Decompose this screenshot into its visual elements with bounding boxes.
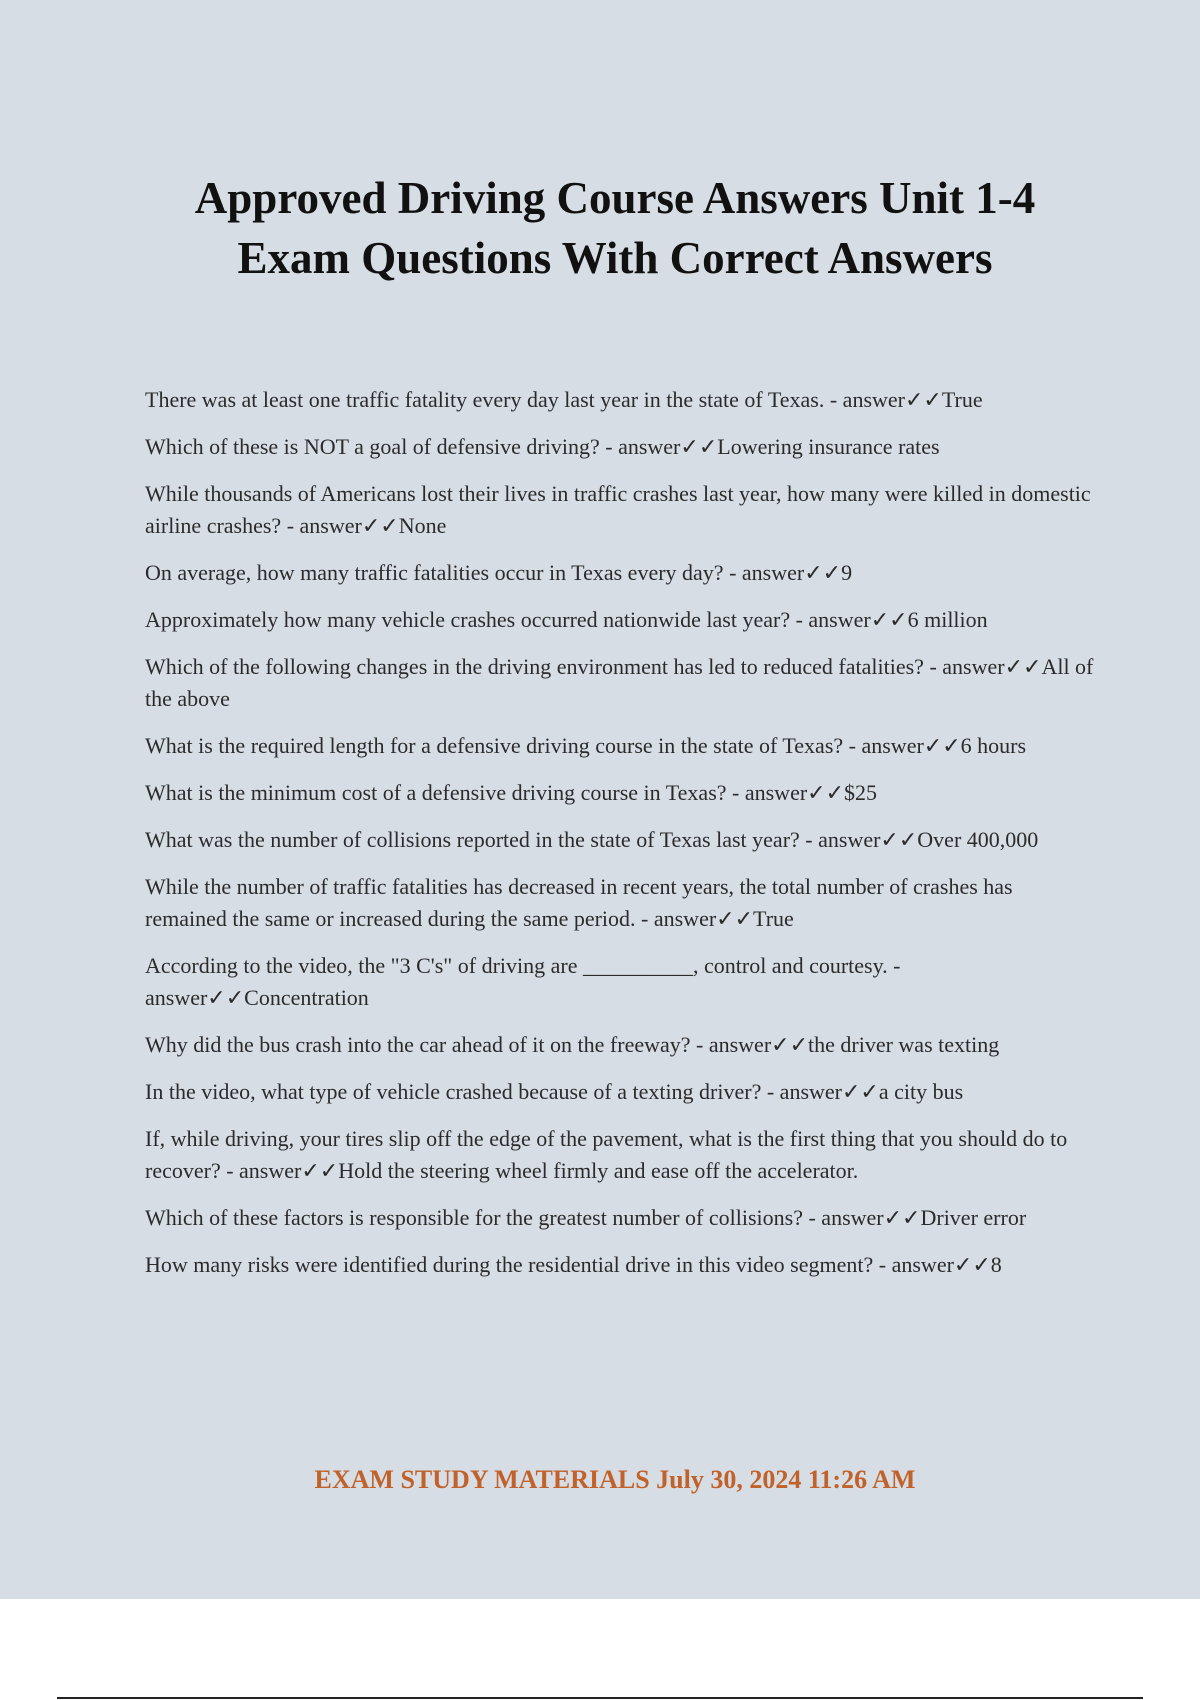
answer-separator: - answer✓✓ <box>923 654 1042 679</box>
answer-separator: - answer✓✓ <box>599 434 718 459</box>
answer-separator: - answer✓✓ <box>824 387 942 412</box>
answer-text: $25 <box>844 780 878 805</box>
question-text: There was at least one traffic fatality every day last year in the state of Texas. <box>145 387 825 412</box>
answer-separator: - answer✓✓ <box>843 733 961 758</box>
answer-text: 9 <box>841 560 853 585</box>
answer-separator: - answer✓✓ <box>873 1252 991 1277</box>
answer-text: All of the above <box>145 654 1094 711</box>
qa-item <box>145 431 1095 463</box>
qa-item <box>145 1249 1095 1281</box>
answer-text: 8 <box>990 1252 1002 1277</box>
answer-separator: - answer✓✓ <box>802 1205 921 1230</box>
question-text: Which of these factors is responsible for the greatest number of collisions? <box>145 1205 803 1230</box>
qa-list <box>145 384 1095 1296</box>
answer-text: 6 million <box>907 607 988 632</box>
question-text: While the number of traffic fatalities has decreased in recent years, the total number of crashes has remained the same or increased during the same period. <box>145 874 1013 931</box>
answer-separator: - answer✓✓ <box>220 1158 339 1183</box>
answer-text: Driver error <box>920 1205 1027 1230</box>
answer-text: True <box>941 387 983 412</box>
answer-text: Hold the steering wheel firmly and ease off the accelerator. <box>338 1158 859 1183</box>
document-title <box>100 168 1130 288</box>
footer-note: EXAM STUDY MATERIALS July 30, 2024 11:26 AM <box>314 1465 916 1494</box>
question-text: If, while driving, your tires slip off the edge of the pavement, what is the first thing that you should do to recover? <box>145 1126 1068 1183</box>
question-text: Which of these is NOT a goal of defensive driving? <box>145 434 600 459</box>
answer-text: the driver was texting <box>808 1032 1000 1057</box>
question-text: While thousands of Americans lost their lives in traffic crashes last year, how many were killed in domestic airline crashes? <box>145 481 1091 538</box>
question-text: According to the video, the "3 C's" of driving are __________, control and courtesy. <box>145 953 888 978</box>
title-line-1: Approved Driving Course Answers Unit 1-4 <box>194 173 1036 223</box>
answer-text: None <box>398 513 447 538</box>
qa-item <box>145 651 1095 715</box>
qa-item <box>145 730 1095 762</box>
qa-item <box>145 871 1095 935</box>
question-text: Why did the bus crash into the car ahead of it on the freeway? <box>145 1032 691 1057</box>
question-text: On average, how many traffic fatalities occur in Texas every day? <box>145 560 724 585</box>
answer-separator: - answer✓✓ <box>145 953 901 1010</box>
question-text: In the video, what type of vehicle crashed because of a texting driver? <box>145 1079 762 1104</box>
qa-item <box>145 478 1095 542</box>
question-text: What was the number of collisions reported in the state of Texas last year? <box>145 827 800 852</box>
answer-separator: - answer✓✓ <box>726 780 845 805</box>
answer-separator: - answer✓✓ <box>799 827 918 852</box>
question-text: Which of the following changes in the driving environment has led to reduced fatalities? <box>145 654 924 679</box>
qa-item <box>145 384 1095 416</box>
answer-separator: - answer✓✓ <box>690 1032 809 1057</box>
question-text: What is the minimum cost of a defensive driving course in Texas? <box>145 780 727 805</box>
answer-separator: - answer✓✓ <box>761 1079 879 1104</box>
qa-item <box>145 1029 1095 1061</box>
answer-text: Concentration <box>244 985 369 1010</box>
qa-item <box>145 824 1095 856</box>
qa-item <box>145 1123 1095 1187</box>
answer-text: Over 400,000 <box>917 827 1039 852</box>
answer-separator: - answer✓✓ <box>281 513 399 538</box>
bottom-divider <box>57 1697 1143 1699</box>
qa-item <box>145 1076 1095 1108</box>
qa-item <box>145 604 1095 636</box>
qa-item <box>145 950 1095 1014</box>
answer-separator: - answer✓✓ <box>635 906 754 931</box>
question-text: What is the required length for a defensive driving course in the state of Texas? <box>145 733 844 758</box>
answer-separator: - answer✓✓ <box>723 560 842 585</box>
answer-text: True <box>753 906 794 931</box>
answer-text: 6 hours <box>960 733 1027 758</box>
title-line-2: Exam Questions With Correct Answers <box>237 233 993 283</box>
answer-text: Lowering insurance rates <box>717 434 940 459</box>
answer-text: a city bus <box>878 1079 964 1104</box>
qa-item <box>145 1202 1095 1234</box>
qa-item <box>145 777 1095 809</box>
answer-separator: - answer✓✓ <box>790 607 908 632</box>
question-text: How many risks were identified during the residential drive in this video segment? <box>145 1252 874 1277</box>
qa-item <box>145 557 1095 589</box>
question-text: Approximately how many vehicle crashes occurred nationwide last year? <box>145 607 791 632</box>
